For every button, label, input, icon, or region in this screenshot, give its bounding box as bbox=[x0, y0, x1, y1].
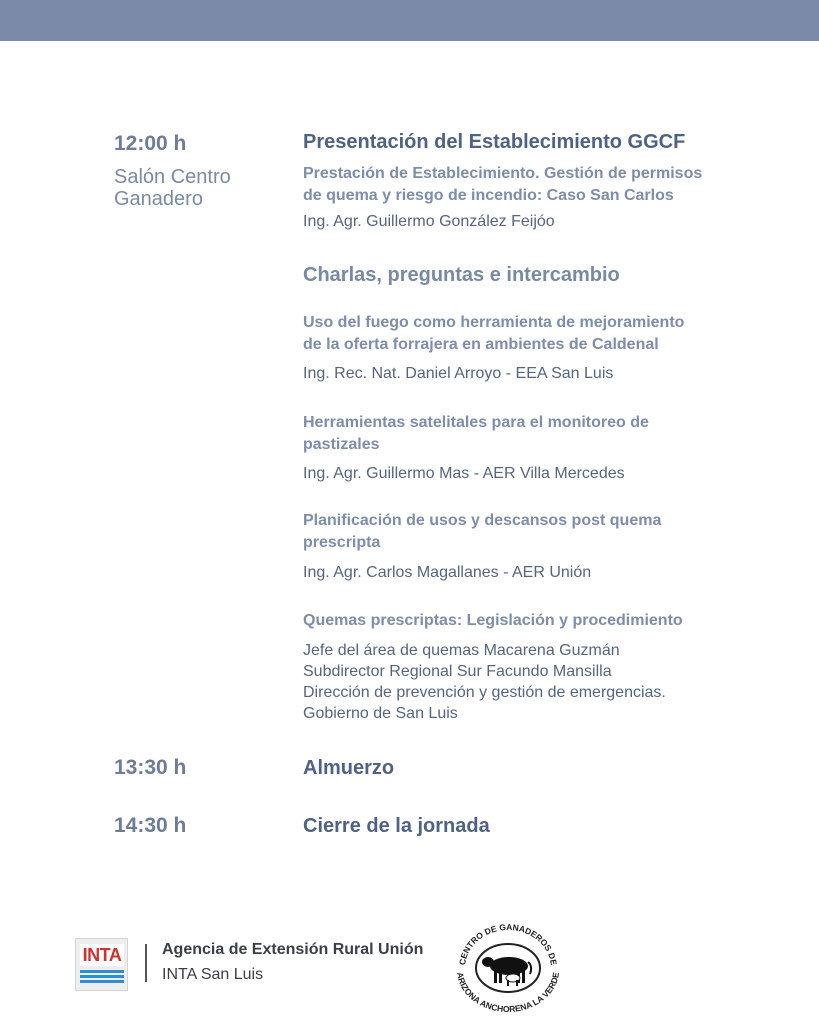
speaker-line: Jefe del área de quemas Macarena Guzmán bbox=[303, 642, 620, 659]
topic-line: pastizales bbox=[303, 436, 380, 453]
speaker-line: Ing. Agr. Carlos Magallanes - AER Unión bbox=[303, 564, 592, 581]
footer-org-name: Agencia de Extensión Rural Unión bbox=[162, 941, 424, 958]
topic-line: Planificación de usos y descansos post quema bbox=[303, 512, 662, 529]
subtitle-line: de quema y riesgo de incendio: Caso San Carlos bbox=[303, 187, 674, 204]
time-1330: 13:30 h bbox=[114, 756, 187, 779]
top-banner bbox=[0, 0, 819, 41]
time-1430: 14:30 h bbox=[114, 814, 187, 837]
inta-logo bbox=[75, 938, 128, 991]
assoc-name-top: CENTRO DE GANADEROS DE bbox=[457, 921, 559, 966]
session-title-presentation: Presentación del Establecimiento GGCF bbox=[303, 131, 686, 153]
topic-line: prescripta bbox=[303, 534, 381, 551]
session-title-closing: Cierre de la jornada bbox=[303, 815, 490, 837]
assoc-name-bottom: ARIZONA ANCHORENA LA VERDE bbox=[455, 971, 561, 1015]
speaker-line: Subdirector Regional Sur Facundo Mansilla bbox=[303, 663, 612, 680]
section-title-talks: Charlas, preguntas e intercambio bbox=[303, 264, 620, 286]
logo-stripe bbox=[80, 980, 124, 983]
talk-topic bbox=[303, 510, 743, 554]
logo-stripe bbox=[80, 975, 124, 978]
topic-line: Uso del fuego como herramienta de mejoramiento bbox=[303, 314, 685, 331]
venue-label bbox=[114, 166, 284, 210]
talk-speaker bbox=[303, 463, 743, 484]
ganaderos-association-logo bbox=[443, 916, 573, 1016]
speaker-line: Ing. Rec. Nat. Daniel Arroyo - EEA San Luis bbox=[303, 365, 614, 382]
subtitle-line: Prestación de Establecimiento. Gestión de permisos bbox=[303, 165, 703, 182]
logo-stripe bbox=[80, 970, 124, 973]
topic-line: de la oferta forrajera en ambientes de Caldenal bbox=[303, 336, 659, 353]
speaker-line: Ing. Agr. Guillermo Mas - AER Villa Mercedes bbox=[303, 465, 625, 482]
speaker-line: Gobierno de San Luis bbox=[303, 705, 458, 722]
talk-speaker bbox=[303, 562, 743, 583]
talk-speaker bbox=[303, 363, 743, 384]
venue-line: Salón Centro bbox=[114, 166, 231, 188]
talk-topic bbox=[303, 610, 743, 632]
talk-speaker bbox=[303, 640, 743, 724]
session-subtitle bbox=[303, 163, 743, 207]
time-1200: 12:00 h bbox=[114, 132, 187, 155]
footer-divider bbox=[145, 944, 147, 982]
speaker-line: Ing. Agr. Guillermo González Feijóo bbox=[303, 213, 555, 230]
session-title-lunch: Almuerzo bbox=[303, 757, 395, 779]
speaker-line: Dirección de prevención y gestión de emergencias. bbox=[303, 684, 666, 701]
talk-topic bbox=[303, 412, 743, 456]
talk-topic bbox=[303, 312, 743, 356]
topic-line: Quemas prescriptas: Legislación y procedimiento bbox=[303, 612, 683, 629]
inta-logo-text: INTA bbox=[80, 944, 124, 966]
venue-line: Ganadero bbox=[114, 188, 203, 210]
topic-line: Herramientas satelitales para el monitoreo de bbox=[303, 414, 649, 431]
footer-org-sub: INTA San Luis bbox=[162, 966, 264, 983]
